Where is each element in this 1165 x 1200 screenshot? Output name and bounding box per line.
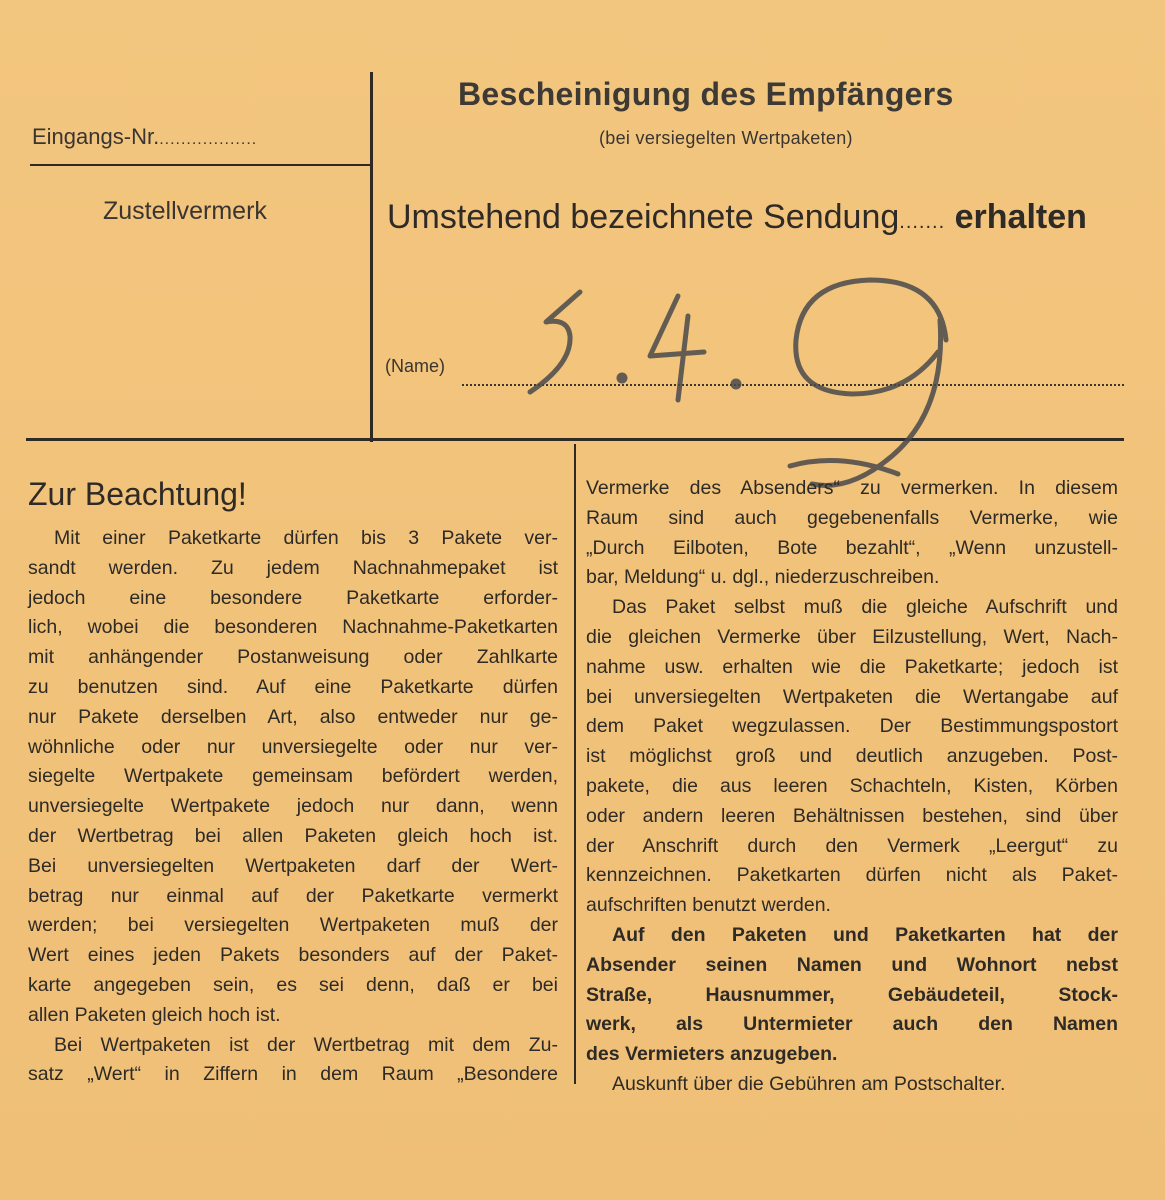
- notice-line: siegelte Wertpakete gemeinsam befördert werden,: [28, 765, 558, 788]
- notice-bold-line: werk, als Untermieter auch den Namen: [586, 1013, 1118, 1036]
- certificate-subtitle: (bei versiegelten Wertpaketen): [599, 128, 853, 148]
- notice-line: werden; bei versiegelten Wertpaketen muß der: [28, 914, 558, 937]
- notice-line: sandt werden. Zu jedem Nachnahmepaket ist: [28, 556, 558, 579]
- notice-line: Das Paket selbst muß die gleiche Aufschrift und: [612, 596, 1118, 619]
- notice-bold-line: Straße, Hausnummer, Gebäudeteil, Stock-: [586, 983, 1118, 1006]
- vertical-divider-top: [370, 72, 373, 442]
- notice-line: satz „Wert“ in Ziffern in dem Raum „Besondere: [28, 1063, 558, 1086]
- notice-line: bar, Meldung“ u. dgl., niederzuschreiben.: [586, 566, 940, 589]
- notice-line: Raum sind auch gegebenenfalls Vermerke, wie: [586, 506, 1118, 529]
- sender-instruction: [586, 921, 1118, 1070]
- notice-line: nahme usw. erhalten wie die Paketkarte; jedoch ist: [586, 655, 1118, 678]
- notice-line: allen Paketen gleich hoch ist.: [28, 1003, 281, 1026]
- handwritten-signature: [500, 260, 1020, 510]
- certificate-title: Bescheinigung des Empfängers: [458, 76, 954, 112]
- notice-line: Vermerke des Absenders“ zu vermerken. In diesem: [586, 477, 1118, 499]
- notice-line: jedoch eine besondere Paketkarte erforder-: [28, 586, 558, 609]
- notice-line: bei unversiegelten Wertpaketen die Wertangabe auf: [586, 685, 1118, 708]
- notice-footer: Auskunft über die Gebühren am Postschalter.: [612, 1072, 1006, 1095]
- notice-line: karte angegeben sein, es sei denn, daß er bei: [28, 973, 558, 996]
- vertical-divider-bottom: [574, 444, 576, 1084]
- notice-line: pakete, die aus leeren Schachteln, Kisten, Körben: [586, 774, 1118, 797]
- notice-line: Bei Wertpaketen ist der Wertbetrag mit dem Zu-: [54, 1033, 558, 1056]
- name-label: (Name): [385, 356, 446, 376]
- notice-line: Wert eines jeden Pakets besonders auf der Paket-: [28, 944, 558, 967]
- notice-line: der Wertbetrag bei allen Paketen gleich hoch ist.: [28, 824, 558, 847]
- notice-line: wöhnliche oder nur unversiegelte oder nur ver-: [28, 735, 558, 758]
- notice-bold-line: Absender seinen Namen und Wohnort nebst: [586, 953, 1118, 976]
- notice-line: die gleichen Vermerke über Eilzustellung, Wert, Nach-: [586, 625, 1118, 648]
- notice-right-column: [586, 474, 1118, 1100]
- eingang-nr-field: [32, 124, 257, 150]
- notice-line: lich, wobei die besonderen Nachnahme-Paketkarten: [28, 616, 558, 639]
- notice-line: „Durch Eilboten, Bote bezahlt“, „Wenn unzustell-: [586, 536, 1118, 559]
- eingang-nr-label: Eingangs-Nr.: [32, 124, 160, 149]
- zustellvermerk-label: Zustellvermerk: [103, 197, 267, 225]
- notice-title: Zur Beachtung!: [28, 476, 247, 512]
- notice-bold-line: Auf den Paketen und Paketkarten hat der: [612, 923, 1118, 946]
- notice-left-column: [28, 524, 558, 1090]
- notice-line: unversiegelte Wertpakete jedoch nur dann, wenn: [28, 795, 558, 818]
- notice-line: oder andern leeren Behältnissen bestehen, sind über: [586, 804, 1118, 827]
- eingang-nr-dots: ..................: [159, 131, 258, 148]
- notice-line: mit anhängender Postanweisung oder Zahlkarte: [28, 646, 558, 669]
- notice-line: dem Paket wegzulassen. Der Bestimmungspostort: [586, 715, 1118, 738]
- notice-line: betrag nur einmal auf der Paketkarte vermerkt: [28, 884, 558, 907]
- notice-line: aufschriften benutzt werden.: [586, 894, 831, 917]
- notice-line: kennzeichnen. Paketkarten dürfen nicht als Paket-: [586, 864, 1118, 887]
- notice-line: ist möglichst groß und deutlich anzugeben. Post-: [586, 745, 1118, 768]
- receipt-statement-suffix: erhalten: [954, 198, 1087, 236]
- notice-line: nur Pakete derselben Art, also entweder nur ge-: [28, 705, 558, 728]
- eingang-underline: [30, 164, 370, 166]
- notice-line: zu benutzen sind. Auf eine Paketkarte dürfen: [28, 675, 558, 698]
- receipt-statement-dots: .......: [899, 211, 946, 233]
- receipt-statement-prefix: Umstehend bezeichnete Sendung: [387, 198, 900, 236]
- notice-bold-line: des Vermieters anzugeben.: [586, 1043, 838, 1066]
- notice-line: Bei unversiegelten Wertpaketen darf der Wert-: [28, 854, 558, 877]
- notice-line: der Anschrift durch den Vermerk „Leergut“ zu: [586, 834, 1118, 857]
- notice-line: Mit einer Paketkarte dürfen bis 3 Pakete ver-: [54, 527, 558, 549]
- receipt-statement: [387, 198, 1087, 237]
